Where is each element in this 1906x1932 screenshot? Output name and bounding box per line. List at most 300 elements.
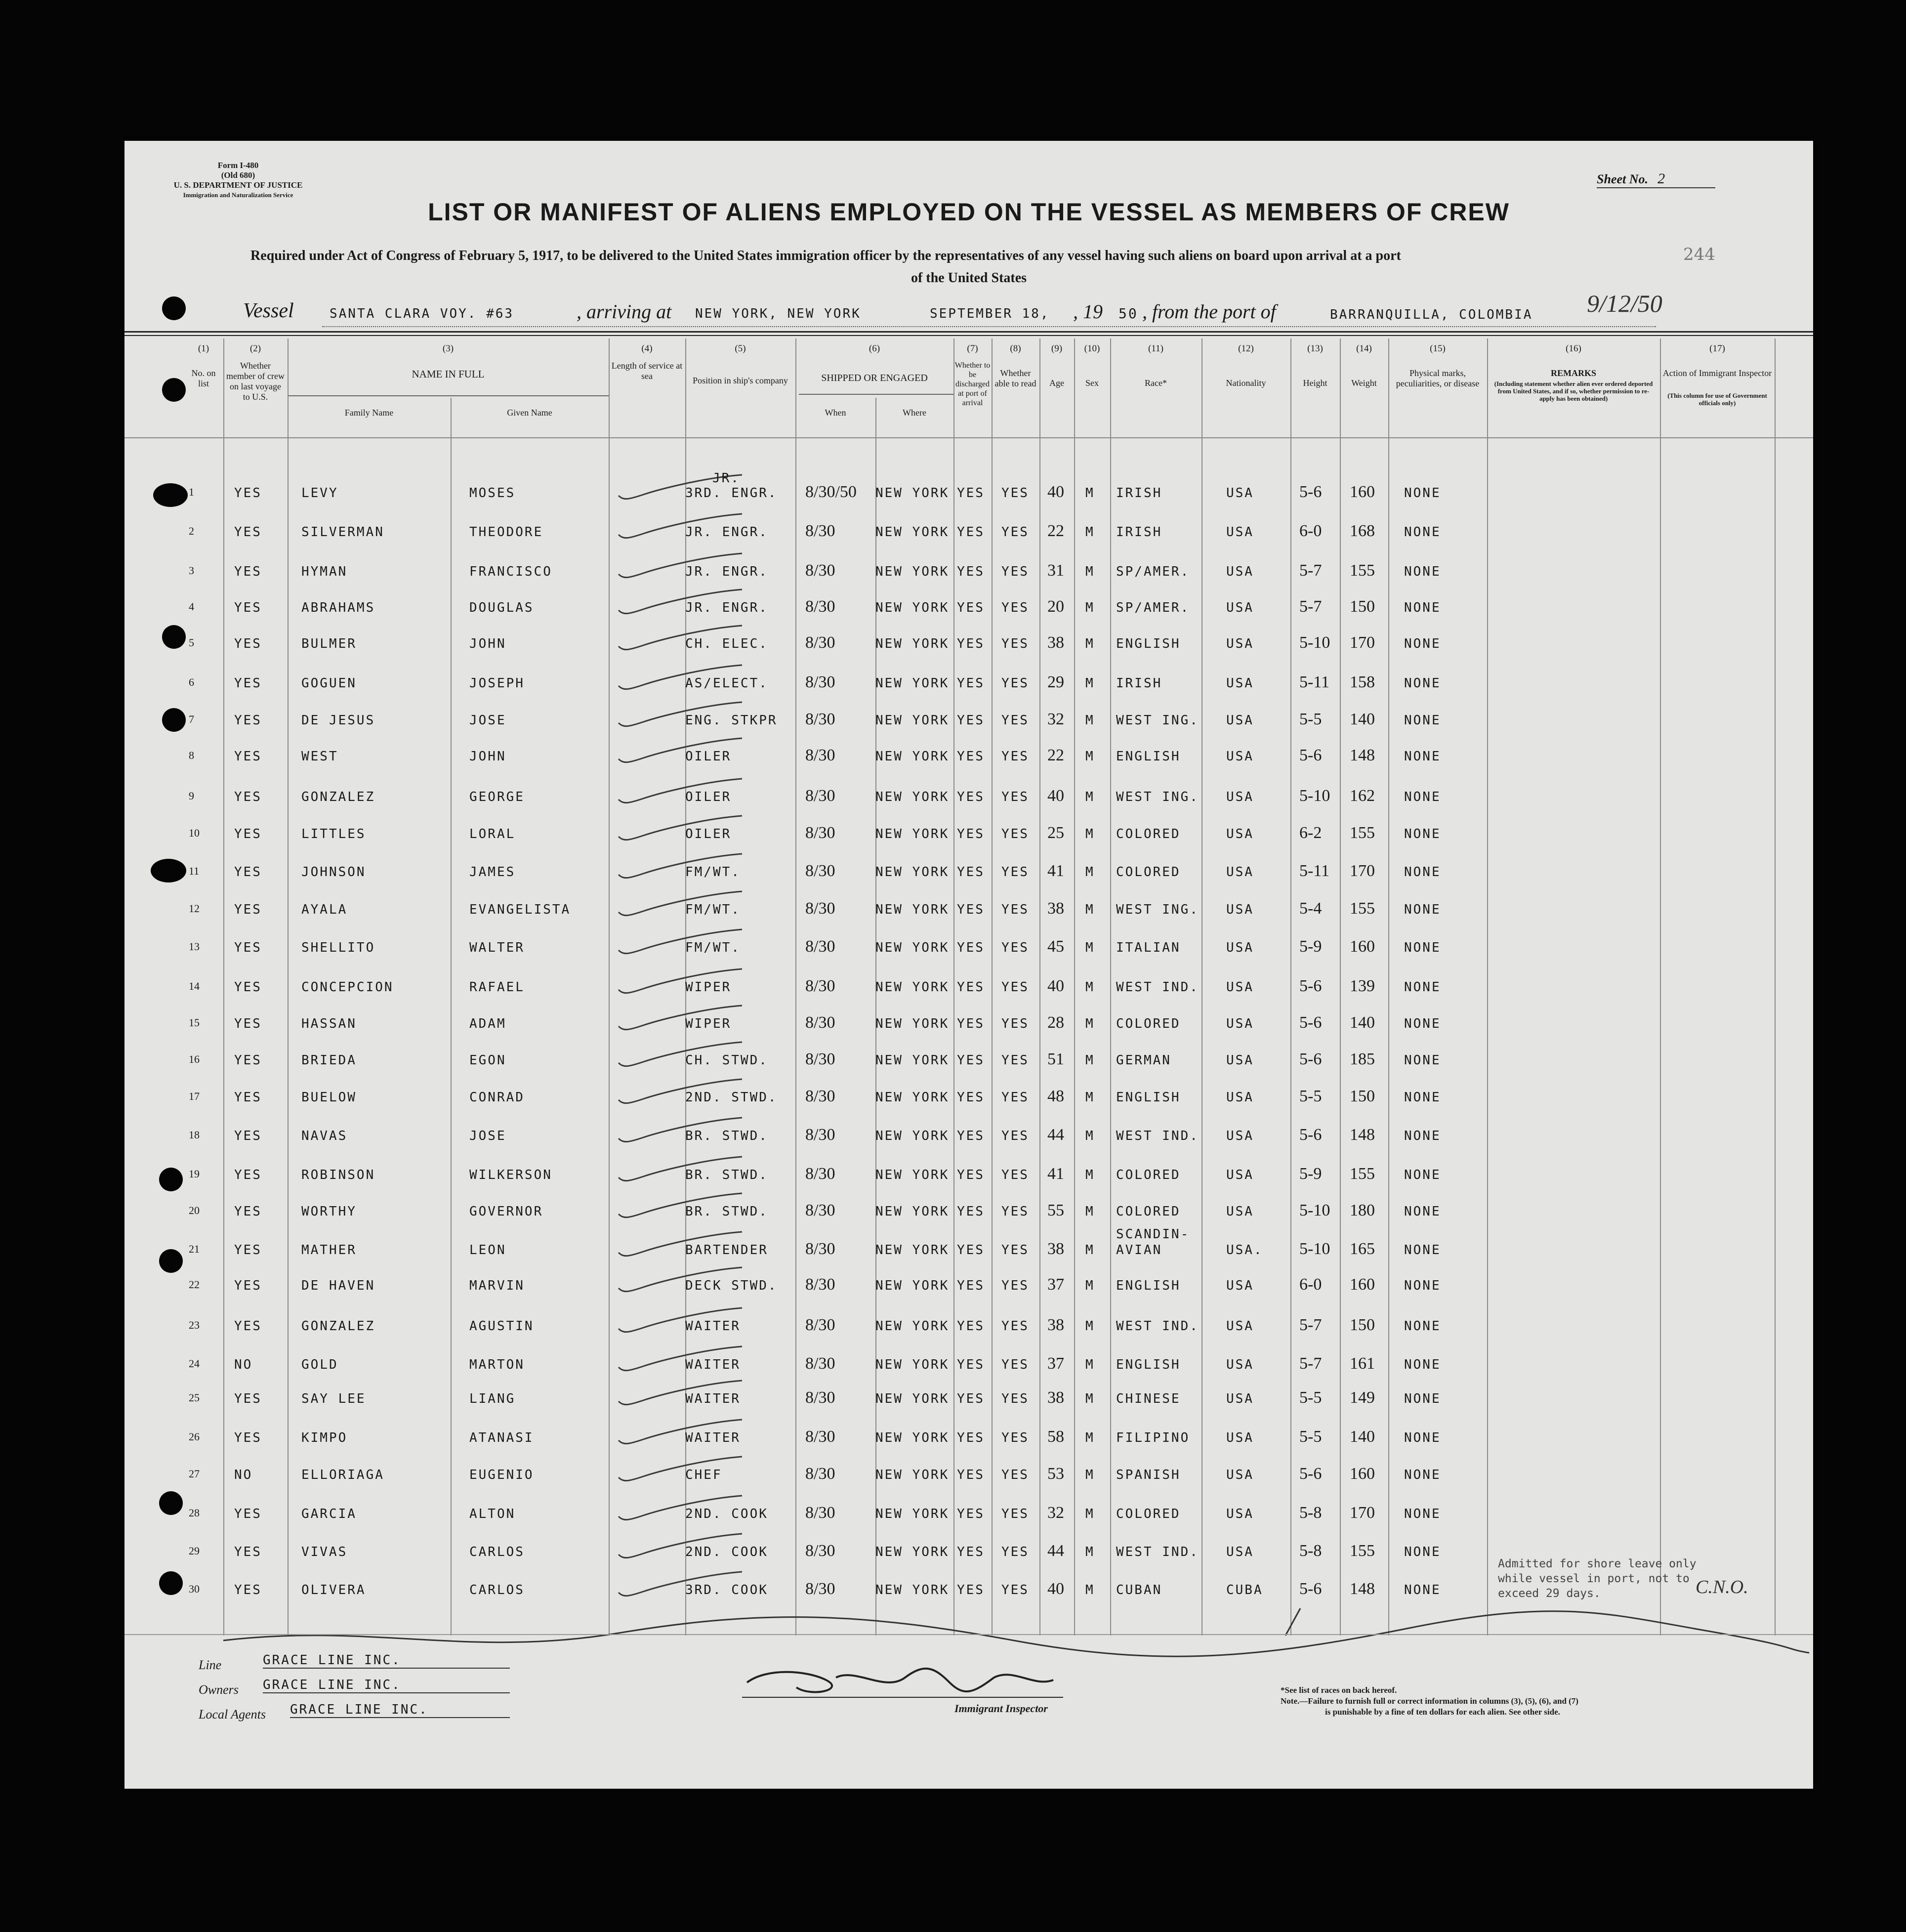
col-head-given: Given Name	[507, 408, 552, 418]
able-to-read: YES	[1001, 1278, 1029, 1293]
age: 38	[1047, 899, 1064, 918]
age: 37	[1047, 1354, 1064, 1373]
given-name: CARLOS	[469, 1583, 525, 1597]
given-name: JOSE	[469, 713, 506, 728]
shipped-when: 8/30	[805, 1165, 835, 1183]
punch-hole	[151, 859, 186, 882]
able-to-read: YES	[1001, 1391, 1029, 1406]
table-row	[124, 937, 1813, 970]
nationality: USA	[1226, 1168, 1254, 1182]
nationality: USA	[1226, 1507, 1254, 1521]
weight: 185	[1350, 1050, 1375, 1068]
able-to-read: YES	[1001, 790, 1029, 804]
table-row	[124, 673, 1813, 706]
shipped-when: 8/30	[805, 1580, 835, 1598]
physical-marks: NONE	[1404, 1357, 1441, 1372]
shipped-where: NEW YORK	[875, 1545, 950, 1559]
sex: M	[1085, 1090, 1095, 1105]
height: 5-7	[1299, 1316, 1322, 1334]
physical-marks: NONE	[1404, 1278, 1441, 1293]
age: 53	[1047, 1465, 1064, 1483]
col-head-nationality: Nationality	[1226, 378, 1266, 388]
physical-marks: NONE	[1404, 980, 1441, 995]
line-label: Line	[199, 1658, 222, 1672]
physical-marks: NONE	[1404, 865, 1441, 880]
age: 38	[1047, 1388, 1064, 1407]
height: 5-5	[1299, 710, 1322, 728]
col-num-10: (10)	[1084, 343, 1100, 354]
to-be-discharged: YES	[957, 1090, 985, 1105]
race: COLORED	[1116, 1168, 1181, 1182]
nationality: CUBA	[1226, 1583, 1263, 1597]
crew-last-voyage: YES	[234, 902, 262, 917]
table-row	[124, 1201, 1813, 1234]
position: ENG. STKPR	[685, 713, 778, 728]
able-to-read: YES	[1001, 980, 1029, 995]
shipped-when: 8/30	[805, 1275, 835, 1294]
col-num-17: (17)	[1709, 343, 1725, 354]
punch-hole	[162, 708, 186, 732]
sex: M	[1085, 1583, 1095, 1597]
race: IRISH	[1116, 486, 1162, 501]
to-be-discharged: YES	[957, 676, 985, 691]
age: 29	[1047, 673, 1064, 691]
nationality: USA	[1226, 1319, 1254, 1334]
shipped-where: NEW YORK	[875, 1357, 950, 1372]
height: 5-8	[1299, 1504, 1322, 1522]
arriving-label: , arriving at	[577, 300, 672, 323]
height: 5-6	[1299, 1126, 1322, 1144]
physical-marks: NONE	[1404, 1545, 1441, 1559]
shipped-where: NEW YORK	[875, 1016, 950, 1031]
physical-marks: NONE	[1404, 1319, 1441, 1334]
row-number: 17	[189, 1090, 200, 1102]
inspector-initials: C.N.O.	[1696, 1577, 1748, 1597]
weight: 160	[1350, 1465, 1375, 1483]
age: 22	[1047, 746, 1064, 764]
family-name: ROBINSON	[301, 1168, 375, 1182]
header-rule-top	[124, 331, 1813, 333]
family-name: BULMER	[301, 636, 357, 651]
col-head-position: Position in ship's company	[693, 376, 788, 385]
col-num-7: (7)	[967, 343, 978, 354]
able-to-read: YES	[1001, 865, 1029, 880]
nationality: USA	[1226, 1129, 1254, 1143]
able-to-read: YES	[1001, 1468, 1029, 1482]
position: OILER	[685, 749, 732, 764]
race: WEST IND.	[1116, 1129, 1199, 1143]
shipped-where: NEW YORK	[875, 1243, 950, 1258]
able-to-read: YES	[1001, 1204, 1029, 1219]
row-number: 26	[189, 1430, 200, 1443]
family-name: HYMAN	[301, 564, 348, 579]
height: 5-10	[1299, 1201, 1330, 1219]
row-number: 16	[189, 1053, 200, 1065]
nationality: USA	[1226, 940, 1254, 955]
shipped-when: 8/30	[805, 1087, 835, 1105]
weight: 160	[1350, 483, 1375, 501]
sex: M	[1085, 1468, 1095, 1482]
height: 5-4	[1299, 899, 1322, 918]
table-row	[124, 1227, 1813, 1272]
shipped-when: 8/30	[805, 937, 835, 956]
vessel-line-rule	[322, 326, 1656, 327]
nationality: USA	[1226, 1016, 1254, 1031]
table-row	[124, 1087, 1813, 1120]
family-name: NAVAS	[301, 1129, 348, 1143]
nationality: USA	[1226, 1053, 1254, 1068]
physical-marks: NONE	[1404, 676, 1441, 691]
row-number: 29	[189, 1545, 200, 1557]
physical-marks: NONE	[1404, 713, 1441, 728]
col-head-sex: Sex	[1085, 378, 1099, 388]
given-name: JOHN	[469, 749, 506, 764]
weight: 150	[1350, 1087, 1375, 1105]
weight: 139	[1350, 977, 1375, 995]
race: COLORED	[1116, 827, 1181, 841]
position: FM/WT.	[685, 902, 741, 917]
sex: M	[1085, 564, 1095, 579]
family-name: WEST	[301, 749, 338, 764]
given-name: JOHN	[469, 636, 506, 651]
age: 58	[1047, 1428, 1064, 1446]
crew-last-voyage: YES	[234, 1053, 262, 1068]
race: ENGLISH	[1116, 1357, 1181, 1372]
family-name: SAY LEE	[301, 1391, 366, 1406]
nationality: USA	[1226, 980, 1254, 995]
footer-notes	[1281, 1685, 1578, 1718]
agents-label: Local Agents	[199, 1707, 266, 1722]
able-to-read: YES	[1001, 1430, 1029, 1445]
crew-last-voyage: YES	[234, 486, 262, 501]
weight: 150	[1350, 1316, 1375, 1334]
race: ITALIAN	[1116, 940, 1181, 955]
col-head-service: Length of service at sea	[611, 361, 683, 381]
shipped-when: 8/30	[805, 1428, 835, 1446]
height: 5-6	[1299, 1465, 1322, 1483]
race: WEST ING.	[1116, 713, 1199, 728]
col-head-where: Where	[903, 408, 926, 418]
crew-last-voyage: YES	[234, 564, 262, 579]
row-number: 24	[189, 1357, 200, 1370]
page-title: LIST OR MANIFEST OF ALIENS EMPLOYED ON THE VESSEL AS MEMBERS OF CREW	[428, 198, 1510, 226]
sex: M	[1085, 1129, 1095, 1143]
able-to-read: YES	[1001, 827, 1029, 841]
given-name: ADAM	[469, 1016, 506, 1031]
sex: M	[1085, 486, 1095, 501]
family-name: DE JESUS	[301, 713, 375, 728]
to-be-discharged: YES	[957, 636, 985, 651]
page-stamp: 244	[1683, 245, 1715, 264]
height: 5-8	[1299, 1542, 1322, 1560]
height: 6-2	[1299, 824, 1322, 842]
able-to-read: YES	[1001, 676, 1029, 691]
weight: 162	[1350, 787, 1375, 805]
shipped-when: 8/30	[805, 673, 835, 691]
family-name: GOLD	[301, 1357, 338, 1372]
sex: M	[1085, 1053, 1095, 1068]
race: COLORED	[1116, 1204, 1181, 1219]
shipped-where: NEW YORK	[875, 790, 950, 804]
given-name: LIANG	[469, 1391, 516, 1406]
family-name: GARCIA	[301, 1507, 357, 1521]
race: WEST ING.	[1116, 902, 1199, 917]
age: 25	[1047, 824, 1064, 842]
shipped-when: 8/30	[805, 633, 835, 652]
age: 28	[1047, 1013, 1064, 1032]
race: WEST IND.	[1116, 980, 1199, 995]
row-number: 2	[189, 525, 194, 537]
vessel-name: SANTA CLARA VOY. #63	[330, 306, 514, 321]
age: 40	[1047, 483, 1064, 501]
position: 3RD. COOK	[685, 1583, 768, 1597]
weight: 161	[1350, 1354, 1375, 1373]
weight: 140	[1350, 1428, 1375, 1446]
height: 5-6	[1299, 1050, 1322, 1068]
row-number: 11	[189, 865, 200, 877]
shipped-where: NEW YORK	[875, 486, 950, 501]
given-name: RAFAEL	[469, 980, 525, 995]
given-name: GEORGE	[469, 790, 525, 804]
table-row	[124, 862, 1813, 894]
shipped-where: NEW YORK	[875, 713, 950, 728]
punch-hole	[159, 1168, 183, 1191]
col-num-6: (6)	[869, 343, 880, 354]
crew-last-voyage: YES	[234, 525, 262, 540]
sex: M	[1085, 600, 1095, 615]
table-row	[124, 977, 1813, 1009]
nationality: USA	[1226, 1204, 1254, 1219]
position: JR. ENGR.	[685, 600, 768, 615]
shipped-where: NEW YORK	[875, 1090, 950, 1105]
punch-hole	[159, 1249, 183, 1273]
sheet-number	[1597, 170, 1715, 188]
physical-marks: NONE	[1404, 600, 1441, 615]
col-head-crew: Whether member of crew on last voyage to U.S.	[226, 361, 285, 402]
weight: 155	[1350, 899, 1375, 918]
family-name: MATHER	[301, 1243, 357, 1258]
nationality: USA	[1226, 676, 1254, 691]
vessel-line	[243, 299, 294, 324]
height: 5-9	[1299, 1165, 1322, 1183]
crew-last-voyage: YES	[234, 1507, 262, 1521]
col-num-3: (3)	[442, 343, 454, 354]
position: 3RD. ENGR.	[685, 486, 778, 501]
to-be-discharged: YES	[957, 1168, 985, 1182]
weight: 150	[1350, 597, 1375, 616]
sex: M	[1085, 749, 1095, 764]
arriving-port: NEW YORK, NEW YORK	[695, 306, 861, 321]
height: 5-10	[1299, 633, 1330, 652]
shipped-when: 8/30	[805, 710, 835, 728]
footer-rule	[124, 1634, 1813, 1635]
family-name: SILVERMAN	[301, 525, 384, 540]
weight: 180	[1350, 1201, 1375, 1219]
sex: M	[1085, 1278, 1095, 1293]
crew-last-voyage: YES	[234, 940, 262, 955]
physical-marks: NONE	[1404, 1168, 1441, 1182]
weight: 158	[1350, 673, 1375, 691]
able-to-read: YES	[1001, 940, 1029, 955]
physical-marks: NONE	[1404, 1016, 1441, 1031]
requirement-text: Required under Act of Congress of February 5, 1917, to be delivered to the United States immigration officer by the representatives of any vessel having such aliens on board upon arrival at a port	[250, 248, 1401, 263]
family-name: LEVY	[301, 486, 338, 501]
physical-marks: NONE	[1404, 486, 1441, 501]
race: IRISH	[1116, 525, 1162, 540]
name-subrule	[288, 395, 609, 396]
row-number: 10	[189, 827, 200, 839]
table-row	[124, 1275, 1813, 1308]
weight: 148	[1350, 1580, 1375, 1598]
weight: 155	[1350, 1542, 1375, 1560]
height: 5-7	[1299, 597, 1322, 616]
service-name: Immigration and Naturalization Service	[183, 191, 293, 199]
race: SP/AMER.	[1116, 600, 1190, 615]
family-name: JOHNSON	[301, 865, 366, 880]
sex: M	[1085, 636, 1095, 651]
col-num-4: (4)	[641, 343, 653, 354]
vessel-label: Vessel	[243, 299, 294, 322]
to-be-discharged: YES	[957, 1129, 985, 1143]
table-row	[124, 1316, 1813, 1348]
shipped-when: 8/30	[805, 561, 835, 580]
table-row	[124, 1165, 1813, 1197]
physical-marks: NONE	[1404, 1430, 1441, 1445]
able-to-read: YES	[1001, 1243, 1029, 1258]
table-row	[124, 1465, 1813, 1497]
age: 45	[1047, 937, 1064, 956]
position: WIPER	[685, 1016, 732, 1031]
row-number: 3	[189, 564, 194, 577]
given-name: ATANASI	[469, 1430, 534, 1445]
table-row	[124, 597, 1813, 630]
race: ENGLISH	[1116, 1278, 1181, 1293]
shipped-where: NEW YORK	[875, 1204, 950, 1219]
row-number: 15	[189, 1016, 200, 1029]
shipped-where: NEW YORK	[875, 1583, 950, 1597]
position: FM/WT.	[685, 865, 741, 880]
row-number: 12	[189, 902, 200, 915]
table-row	[124, 824, 1813, 856]
row-number: 1	[189, 486, 194, 498]
row-number: 18	[189, 1129, 200, 1141]
sex: M	[1085, 713, 1095, 728]
given-name: EVANGELISTA	[469, 902, 571, 917]
shipped-where: NEW YORK	[875, 902, 950, 917]
able-to-read: YES	[1001, 564, 1029, 579]
crew-last-voyage: YES	[234, 636, 262, 651]
to-be-discharged: YES	[957, 1430, 985, 1445]
race-note: *See list of races on back hereof.	[1281, 1685, 1397, 1695]
crew-last-voyage: YES	[234, 713, 262, 728]
weight: 170	[1350, 633, 1375, 652]
position: BR. STWD.	[685, 1129, 768, 1143]
form-identifier	[159, 161, 317, 200]
physical-marks: NONE	[1404, 940, 1441, 955]
given-name: EGON	[469, 1053, 506, 1068]
family-name: GONZALEZ	[301, 790, 375, 804]
weight: 170	[1350, 862, 1375, 880]
nationality: USA	[1226, 1430, 1254, 1445]
form-old-number: (Old 680)	[221, 170, 255, 180]
shipped-when: 8/30	[805, 1354, 835, 1373]
crew-last-voyage: YES	[234, 1129, 262, 1143]
sex: M	[1085, 1391, 1095, 1406]
table-row	[124, 746, 1813, 779]
manifest-sheet	[124, 141, 1813, 1789]
col-num-8: (8)	[1010, 343, 1021, 354]
weight: 168	[1350, 522, 1375, 540]
col-head-marks: Physical marks, peculiarities, or disease	[1396, 368, 1480, 388]
given-name: AGUSTIN	[469, 1319, 534, 1334]
age: 31	[1047, 561, 1064, 580]
able-to-read: YES	[1001, 1016, 1029, 1031]
height: 5-11	[1299, 673, 1330, 691]
physical-marks: NONE	[1404, 1129, 1441, 1143]
sex: M	[1085, 1016, 1095, 1031]
from-label: , from the port of	[1142, 300, 1276, 323]
position: WAITER	[685, 1391, 741, 1406]
able-to-read: YES	[1001, 1053, 1029, 1068]
to-be-discharged: YES	[957, 1053, 985, 1068]
shipped-when: 8/30	[805, 1465, 835, 1483]
col-num-1: (1)	[198, 343, 209, 354]
age: 41	[1047, 1165, 1064, 1183]
col-num-12: (12)	[1238, 343, 1254, 354]
position: 2ND. COOK	[685, 1507, 768, 1521]
given-name: EUGENIO	[469, 1468, 534, 1482]
sex: M	[1085, 1357, 1095, 1372]
sex: M	[1085, 1545, 1095, 1559]
col-head-discharged: Whether to be discharged at port of arrival	[954, 361, 991, 407]
row-number: 28	[189, 1507, 200, 1519]
given-name: CARLOS	[469, 1545, 525, 1559]
race: SPANISH	[1116, 1468, 1181, 1482]
age: 32	[1047, 1504, 1064, 1522]
to-be-discharged: YES	[957, 713, 985, 728]
family-name: HASSAN	[301, 1016, 357, 1031]
race: SP/AMER.	[1116, 564, 1190, 579]
crew-last-voyage: YES	[234, 600, 262, 615]
race-prefix: SCANDIN-	[1116, 1227, 1190, 1242]
position: CHEF	[685, 1468, 722, 1482]
able-to-read: YES	[1001, 1507, 1029, 1521]
to-be-discharged: YES	[957, 600, 985, 615]
nationality: USA	[1226, 1090, 1254, 1105]
family-name: VIVAS	[301, 1545, 348, 1559]
able-to-read: YES	[1001, 902, 1029, 917]
punch-hole	[159, 1571, 183, 1595]
given-name: THEODORE	[469, 525, 543, 540]
physical-marks: NONE	[1404, 525, 1441, 540]
arrival-date: SEPTEMBER 18,	[930, 306, 1050, 321]
weight: 170	[1350, 1504, 1375, 1522]
race: AVIAN	[1116, 1243, 1162, 1258]
shipped-where: NEW YORK	[875, 600, 950, 615]
shipped-when: 8/30	[805, 899, 835, 918]
shipped-when: 8/30	[805, 862, 835, 880]
table-row	[124, 522, 1813, 554]
shipped-when: 8/30	[805, 1388, 835, 1407]
row-number: 13	[189, 940, 200, 953]
crew-last-voyage: YES	[234, 749, 262, 764]
handwritten-date: 9/12/50	[1587, 290, 1662, 317]
sex: M	[1085, 1507, 1095, 1521]
given-name: LEON	[469, 1243, 506, 1258]
row-number: 8	[189, 749, 194, 761]
race: WEST IND.	[1116, 1545, 1199, 1559]
crew-last-voyage: YES	[234, 980, 262, 995]
